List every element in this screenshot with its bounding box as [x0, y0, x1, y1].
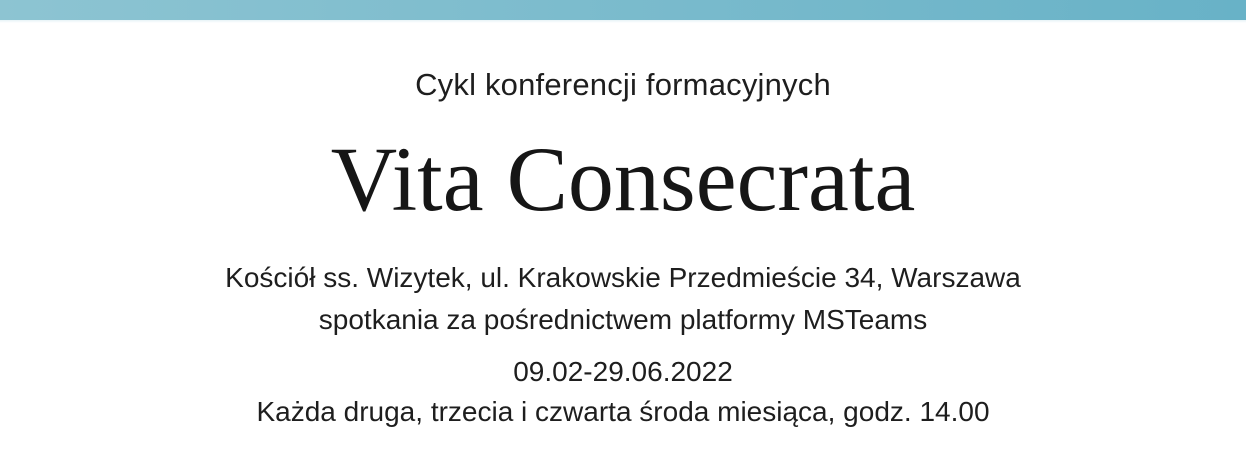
date-range: 09.02-29.06.2022: [513, 356, 733, 387]
top-accent-bar: [0, 0, 1246, 20]
platform-line: spotkania za pośrednictwem platformy MSTeams: [318, 304, 928, 335]
address-line: Kościół ss. Wizytek, ul. Krakowskie Przedmieście 34, Warszawa: [225, 262, 1021, 293]
kicker-text: Cykl konferencji formacyjnych: [415, 67, 831, 102]
schedule-line: Każda druga, trzecia i czwarta środa miesiąca, godz. 14.00: [256, 396, 990, 427]
slide-content: [0, 66, 1246, 433]
top-accent-bar-fade: [0, 20, 1246, 23]
event-details: [0, 257, 1246, 341]
page-title: Vita Consecrata: [330, 128, 916, 230]
